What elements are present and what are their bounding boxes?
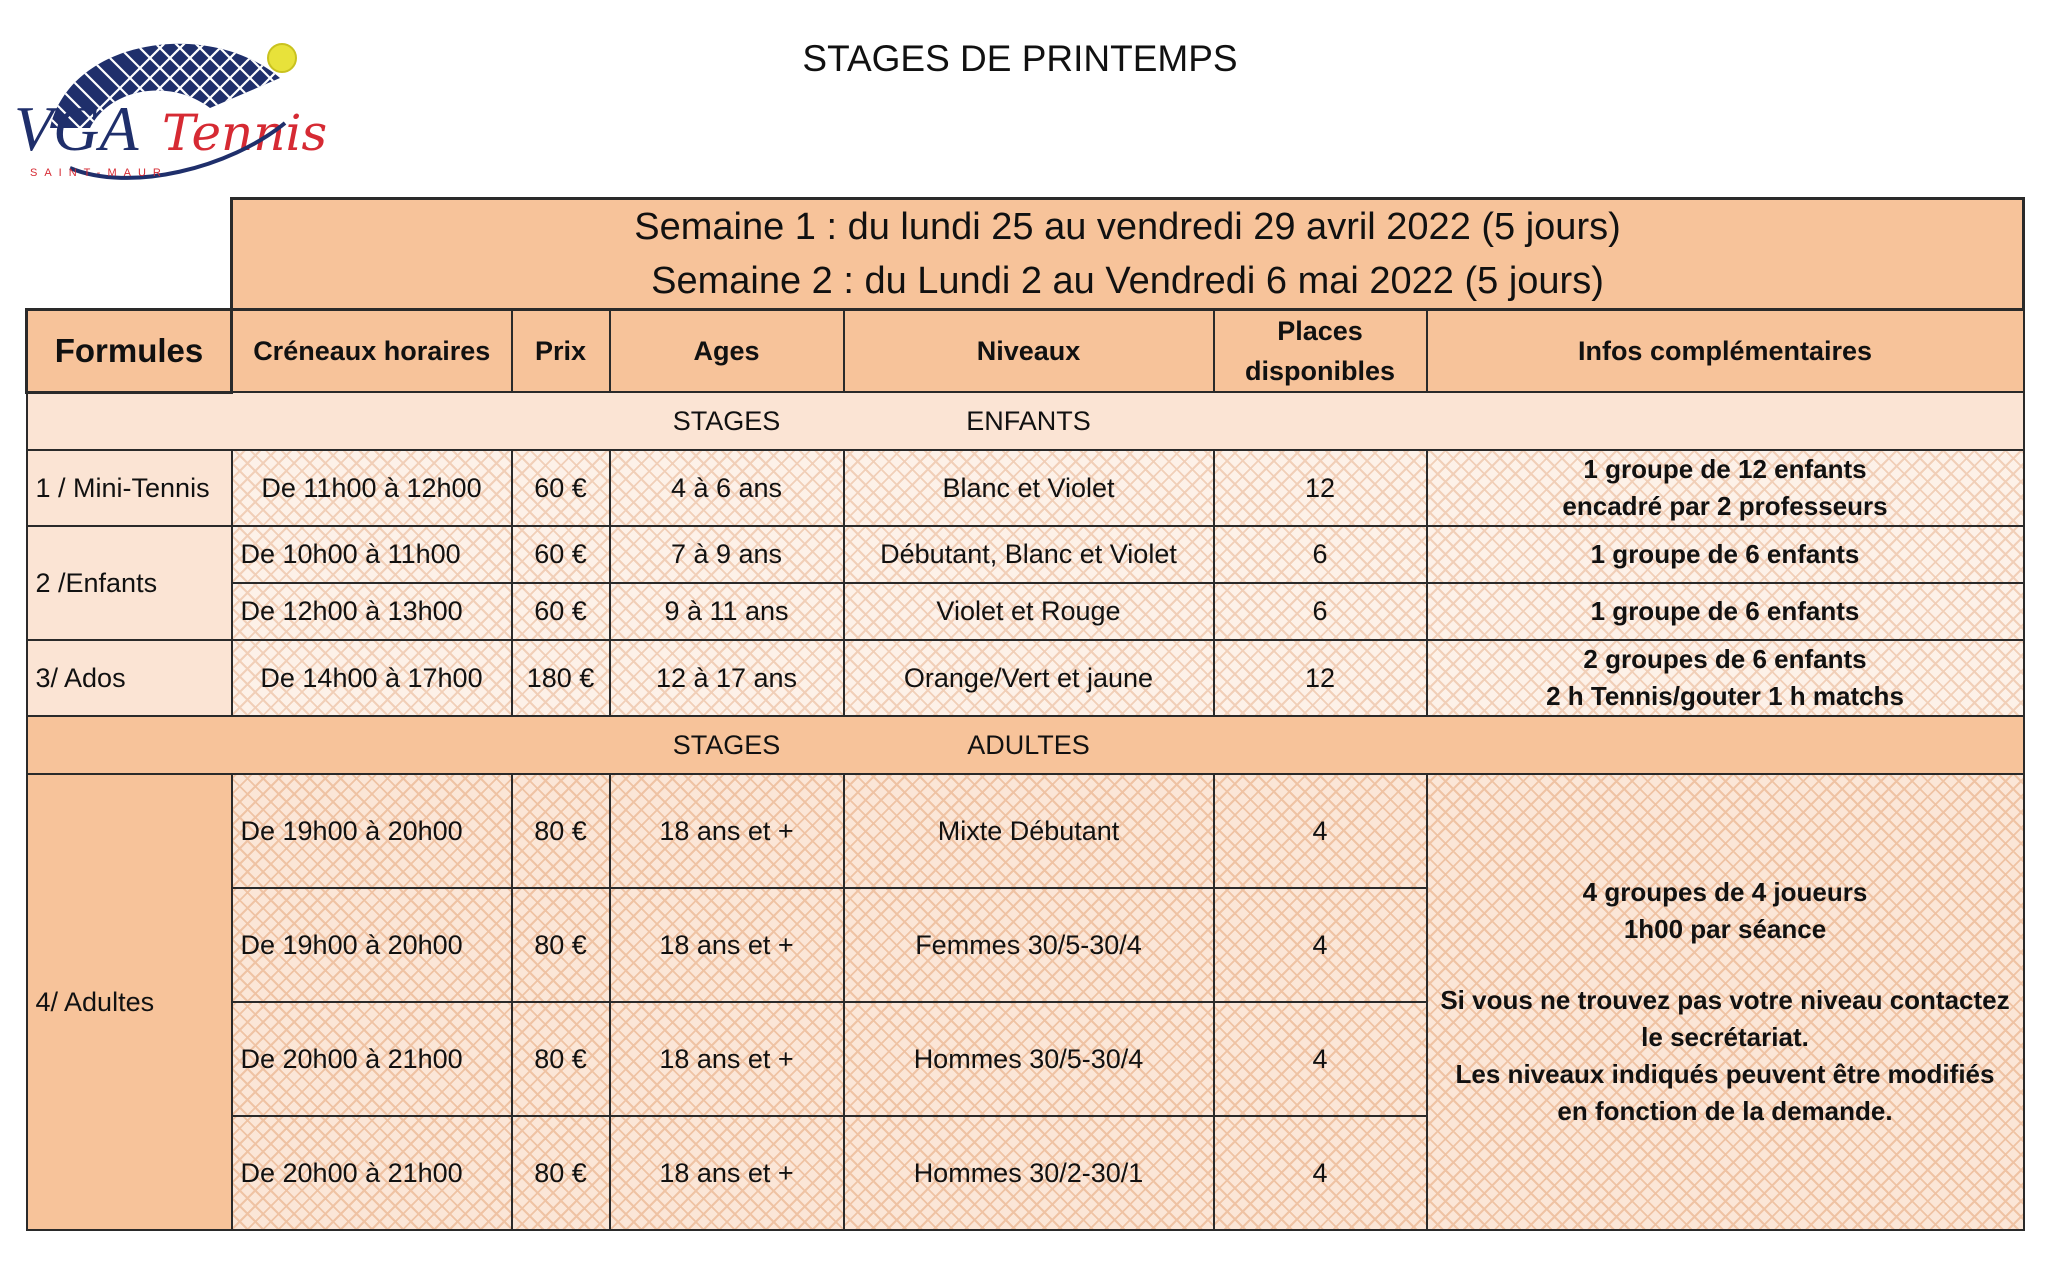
- formule-mini: 1 / Mini-Tennis: [27, 450, 232, 526]
- formule-adultes: 4/ Adultes: [27, 774, 232, 1230]
- page-title: STAGES DE PRINTEMPS: [802, 38, 1238, 79]
- header-niveaux: Niveaux: [844, 310, 1214, 393]
- section-adultes-label: ADULTES: [844, 716, 1214, 774]
- table-row: 2 /Enfants De 10h00 à 11h00 60 € 7 à 9 ans Débutant, Blanc et Violet 6 1 groupe de 6 enfants: [27, 526, 2024, 583]
- table-row: De 19h00 à 20h00 80 € 18 ans et + Femmes 30/5-30/4 4: [27, 888, 2024, 1002]
- header-creneaux: Créneaux horaires: [232, 310, 512, 393]
- section-adultes-stages: STAGES: [610, 716, 844, 774]
- schedule-table: [25, 197, 2025, 1231]
- week-2: Semaine 2 : du Lundi 2 au Vendredi 6 mai 2022 (5 jours): [651, 260, 1604, 302]
- header-ages: Ages: [610, 310, 844, 393]
- week-1: Semaine 1 : du lundi 25 au vendredi 29 avril 2022 (5 jours): [634, 206, 1621, 248]
- weeks-banner: [232, 199, 2024, 310]
- table-row: De 12h00 à 13h00 60 € 9 à 11 ans Violet et Rouge 6 1 groupe de 6 enfants: [27, 583, 2024, 640]
- table-row: 3/ Ados De 14h00 à 17h00 180 € 12 à 17 ans Orange/Vert et jaune 12 2 groupes de 6 enfants 2 h Tennis/gouter 1 h matchs: [27, 640, 2024, 716]
- info-enfants-b: 1 groupe de 6 enfants: [1427, 583, 2024, 640]
- logo-brand-main: VGA: [14, 93, 139, 164]
- logo-brand-sub: SAINT-MAUR: [30, 167, 168, 179]
- section-adultes: [27, 716, 2024, 774]
- section-enfants-label: ENFANTS: [844, 392, 1214, 450]
- info-ados: 2 groupes de 6 enfants 2 h Tennis/gouter 1 h matchs: [1427, 640, 2024, 716]
- table-row: 1 / Mini-Tennis De 11h00 à 12h00 60 € 4 à 6 ans Blanc et Violet 12 1 groupe de 12 enfants encadré par 2 professeurs: [27, 450, 2024, 526]
- table-row: De 20h00 à 21h00 80 € 18 ans et + Hommes 30/2-30/1 4: [27, 1116, 2024, 1230]
- info-mini: 1 groupe de 12 enfants encadré par 2 professeurs: [1427, 450, 2024, 526]
- table-row: De 20h00 à 21h00 80 € 18 ans et + Hommes 30/5-30/4 4: [27, 1002, 2024, 1116]
- header-prix: Prix: [512, 310, 610, 393]
- header-infos: Infos complémentaires: [1427, 310, 2024, 393]
- blank-corner: [27, 199, 232, 310]
- info-enfants-a: 1 groupe de 6 enfants: [1427, 526, 2024, 583]
- formule-ados: 3/ Ados: [27, 640, 232, 716]
- header-formules: Formules: [27, 310, 232, 393]
- logo-brand-script: Tennis: [162, 104, 328, 162]
- section-enfants: [27, 392, 2024, 450]
- header-places: Places disponibles: [1214, 310, 1427, 393]
- table-row: 4/ Adultes De 19h00 à 20h00 80 € 18 ans et + Mixte Débutant 4 4 groupes de 4 joueurs 1h00 par séance Si vous ne trouvez pas votre niveau contactez le secrétariat. Les niveaux indiqués peuvent être modifiés en fonction de la demande.: [27, 774, 2024, 888]
- info-adultes: 4 groupes de 4 joueurs 1h00 par séance Si vous ne trouvez pas votre niveau contactez le secrétariat. Les niveaux indiqués peuvent être modifiés en fonction de la demande.: [1427, 774, 2024, 1230]
- section-enfants-stages: STAGES: [610, 392, 844, 450]
- formule-enfants: 2 /Enfants: [27, 526, 232, 640]
- header-row: [27, 310, 2024, 393]
